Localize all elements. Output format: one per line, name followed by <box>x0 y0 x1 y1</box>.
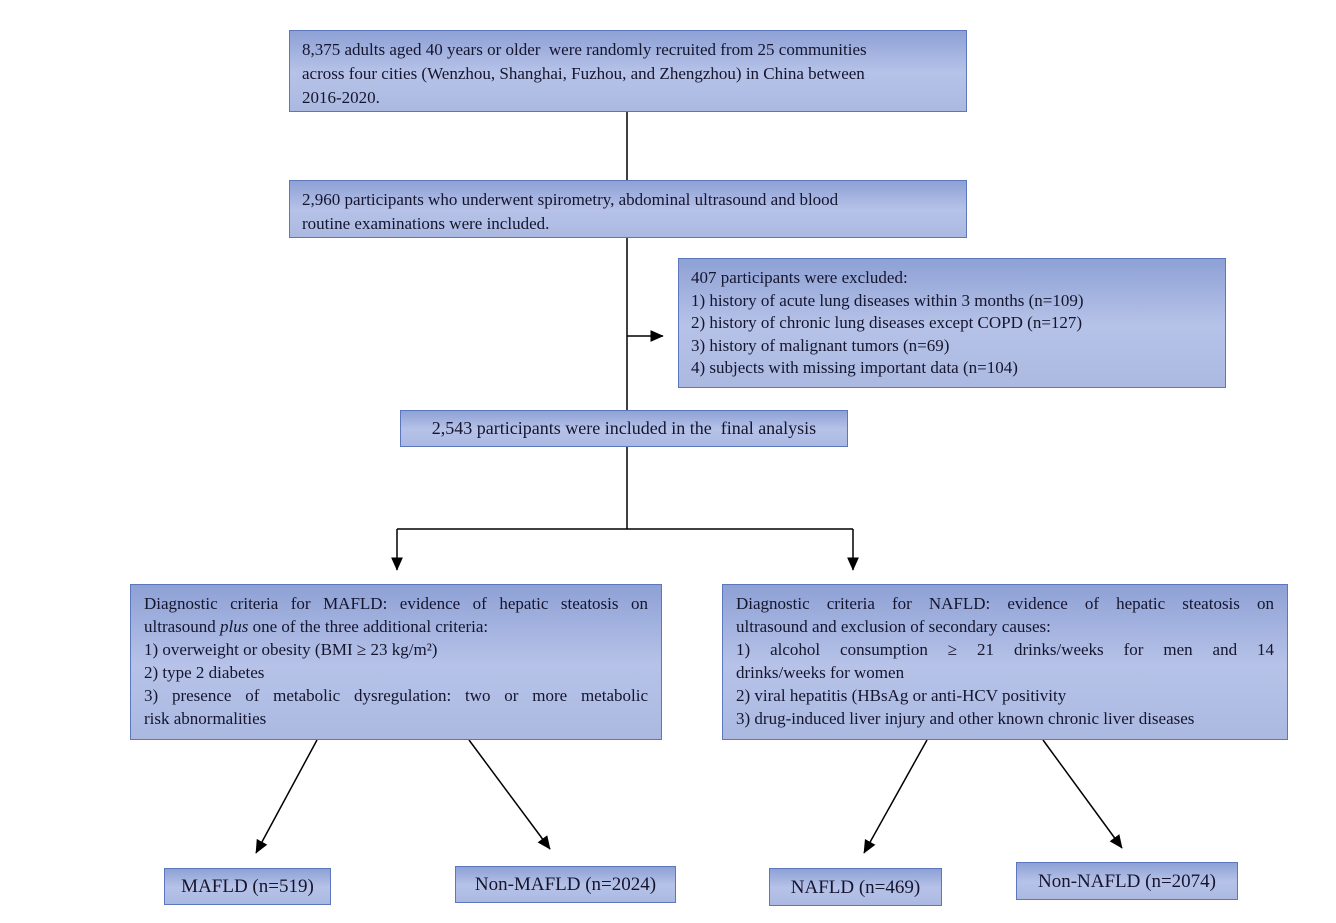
connector-mafld-to-outcome2-arrow <box>469 740 550 849</box>
mafld-criteria-line <box>144 615 648 638</box>
nafld-criteria-item: 2) viral hepatitis (HBsAg or anti-HCV positivity <box>736 686 1067 705</box>
mafld-line1-post: one of the three additional criteria: <box>248 617 489 636</box>
outcome-non-mafld-label: Non-MAFLD (n=2024) <box>474 874 657 895</box>
mafld-line1-pre: ultrasound <box>144 617 221 636</box>
box-final-analysis <box>400 410 848 447</box>
mafld-criteria-item: risk abnormalities <box>144 709 267 728</box>
box-outcome-non-mafld <box>455 866 676 903</box>
box-excluded <box>678 258 1226 388</box>
recruited-line: 2016-2020. <box>302 88 380 107</box>
nafld-criteria-line: Diagnostic criteria for NAFLD: evidence of hepatic steatosis on <box>736 594 1274 613</box>
box-recruited <box>289 30 967 112</box>
excluded-item: 4) subjects with missing important data (n=104) <box>691 358 1018 378</box>
exams-line: routine examinations were included. <box>302 214 550 233</box>
box-exams-included <box>289 180 967 238</box>
box-mafld-criteria <box>130 584 662 740</box>
exams-line: 2,960 participants who underwent spirometry, abdominal ultrasound and blood <box>302 190 839 209</box>
box-nafld-criteria <box>722 584 1288 740</box>
box-outcome-mafld <box>164 868 331 905</box>
box-outcome-non-nafld <box>1016 862 1238 900</box>
recruited-line: 8,375 adults aged 40 years or older were randomly recruited from 25 communities <box>302 40 867 59</box>
outcome-nafld-label: NAFLD (n=469) <box>790 876 921 898</box>
mafld-plus-word: plus <box>220 617 249 636</box>
outcome-mafld-label: MAFLD (n=519) <box>181 876 314 897</box>
mafld-criteria-item: 2) type 2 diabetes <box>144 663 265 682</box>
final-analysis-text: 2,543 participants were included in the final analysis <box>431 418 817 438</box>
excluded-item: 1) history of acute lung diseases within 3 months (n=109) <box>691 290 1084 310</box>
nafld-criteria-item: 3) drug-induced liver injury and other known chronic liver diseases <box>736 709 1195 728</box>
recruited-line: across four cities (Wenzhou, Shanghai, Fuzhou, and Zhengzhou) in China between <box>302 64 865 83</box>
excluded-title: 407 participants were excluded: <box>691 268 908 287</box>
nafld-criteria-item: drinks/weeks for women <box>736 663 905 682</box>
connector-nafld-to-outcome3-arrow <box>864 740 927 853</box>
excluded-item: 2) history of chronic lung diseases except COPD (n=127) <box>691 313 1083 333</box>
box-outcome-nafld <box>769 868 942 906</box>
excluded-item: 3) history of malignant tumors (n=69) <box>691 335 950 355</box>
mafld-criteria-line: Diagnostic criteria for MAFLD: evidence of hepatic steatosis on <box>144 594 648 613</box>
mafld-criteria-item: 1) overweight or obesity (BMI ≥ 23 kg/m²) <box>144 640 438 659</box>
nafld-criteria-line: ultrasound and exclusion of secondary causes: <box>736 617 1051 636</box>
mafld-criteria-item: 3) presence of metabolic dysregulation: two or more metabolic <box>144 686 648 705</box>
connector-nafld-to-outcome4-arrow <box>1043 740 1122 848</box>
nafld-criteria-item: 1) alcohol consumption ≥ 21 drinks/weeks for men and 14 <box>736 640 1274 659</box>
connector-mafld-to-outcome1-arrow <box>256 740 317 853</box>
outcome-non-nafld-label: Non-NAFLD (n=2074) <box>1037 870 1216 892</box>
